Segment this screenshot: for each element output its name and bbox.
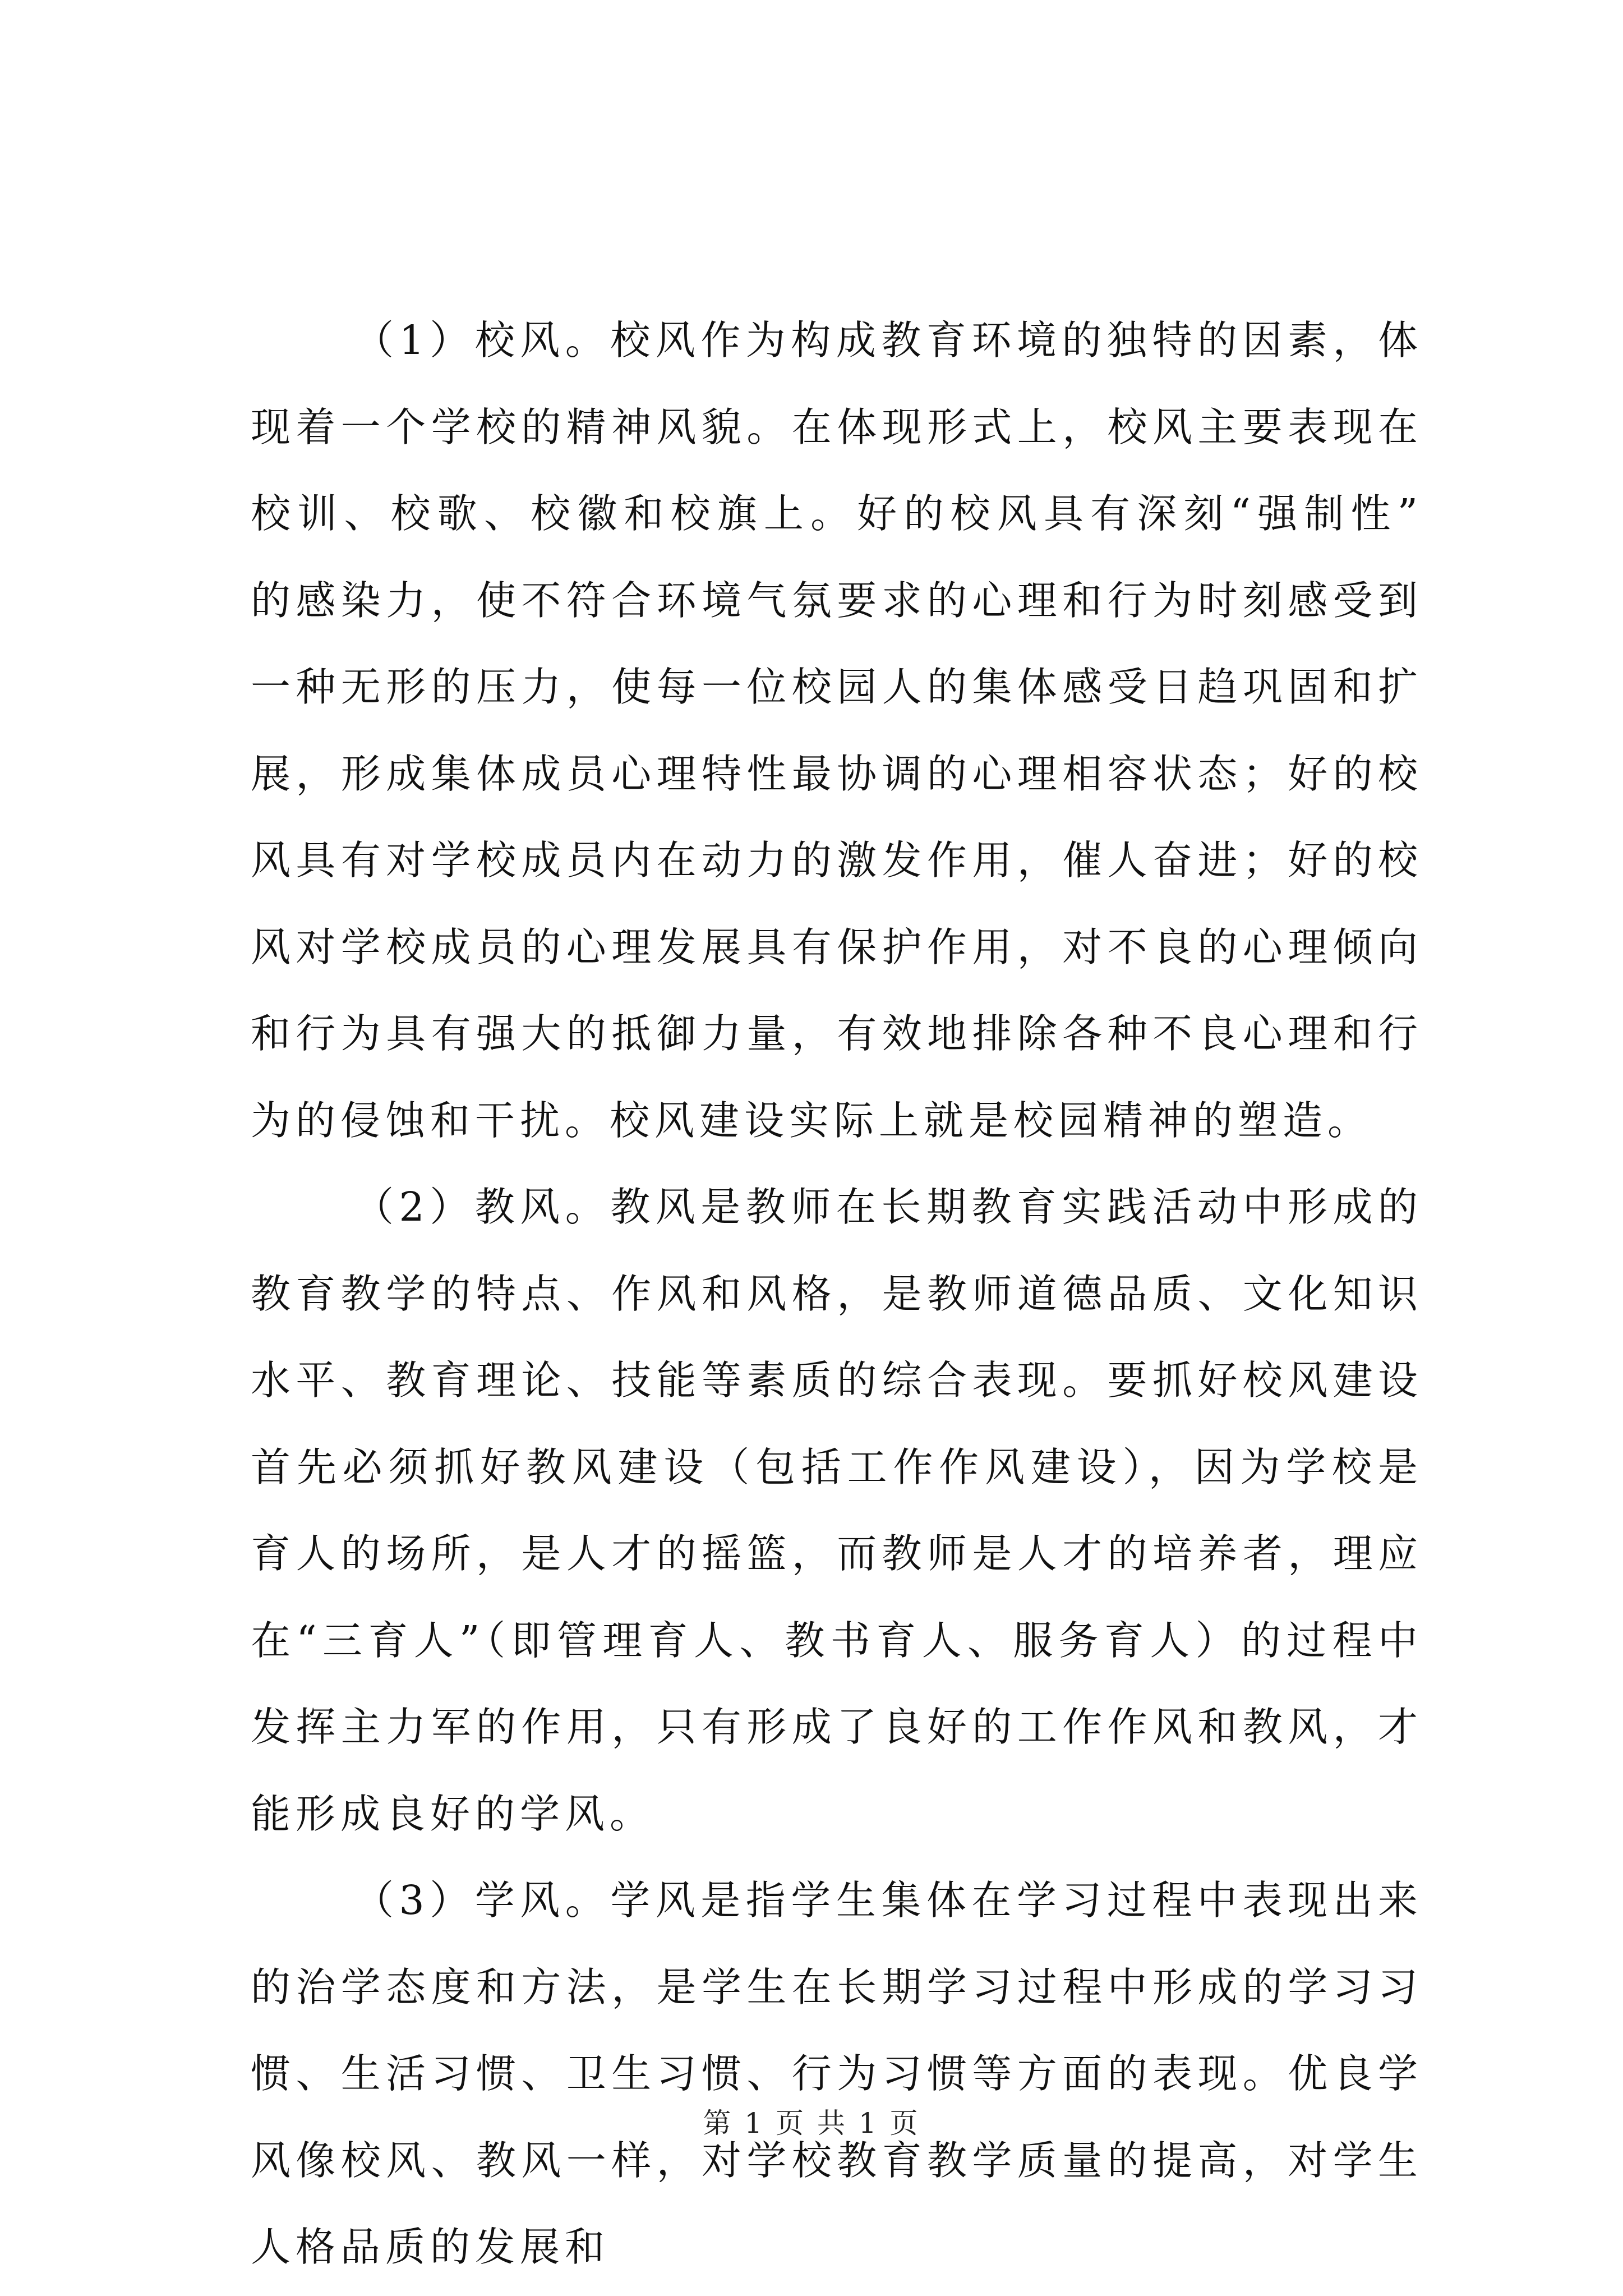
paragraph-teaching-style: （2）教风。教风是教师在长期教育实践活动中形成的教育教学的特点、作风和风格，是教师道德品质、文化知识水平、教育理论、技能等素质的综合表现。要抓好校风建设首先必须抓好教风建设（包括工作作风建设），因为学校是育人的场所，是人才的摇篮，而教师是人才的培养者，理应在“三育人”（即管理育人、教书育人、服务育人）的过程中发挥主力军的作用，只有形成了良好的工作作风和教风，才能形成良好的学风。 bbox=[251, 1184, 1423, 1837]
document-body bbox=[251, 297, 1423, 2291]
paragraph-school-spirit: （1）校风。校风作为构成教育环境的独特的因素，体现着一个学校的精神风貌。在体现形式上，校风主要表现在校训、校歌、校徽和校旗上。好的校风具有深刻“强制性”的感染力，使不符合环境气氛要求的心理和行为时刻感受到一种无形的压力，使每一位校园人的集体感受日趋巩固和扩展，形成集体成员心理特性最协调的心理相容状态；好的校风具有对学校成员内在动力的激发作用，催人奋进；好的校风对学校成员的心理发展具有保护作用，对不良的心理倾向和行为具有强大的抵御力量，有效地排除各种不良心理和行为的侵蚀和干扰。校风建设实际上就是校园精神的塑造。 bbox=[251, 317, 1423, 1144]
page-number-footer: 第 1 页 共 1 页 bbox=[703, 2107, 920, 2139]
paragraph-study-style: （3）学风。学风是指学生集体在学习过程中表现出来的治学态度和方法，是学生在长期学习过程中形成的学习习惯、生活习惯、卫生习惯、行为习惯等方面的表现。优良学风像校风、教风一样，对学校教育教学质量的提高，对学生人格品质的发展和 bbox=[251, 1877, 1423, 2270]
